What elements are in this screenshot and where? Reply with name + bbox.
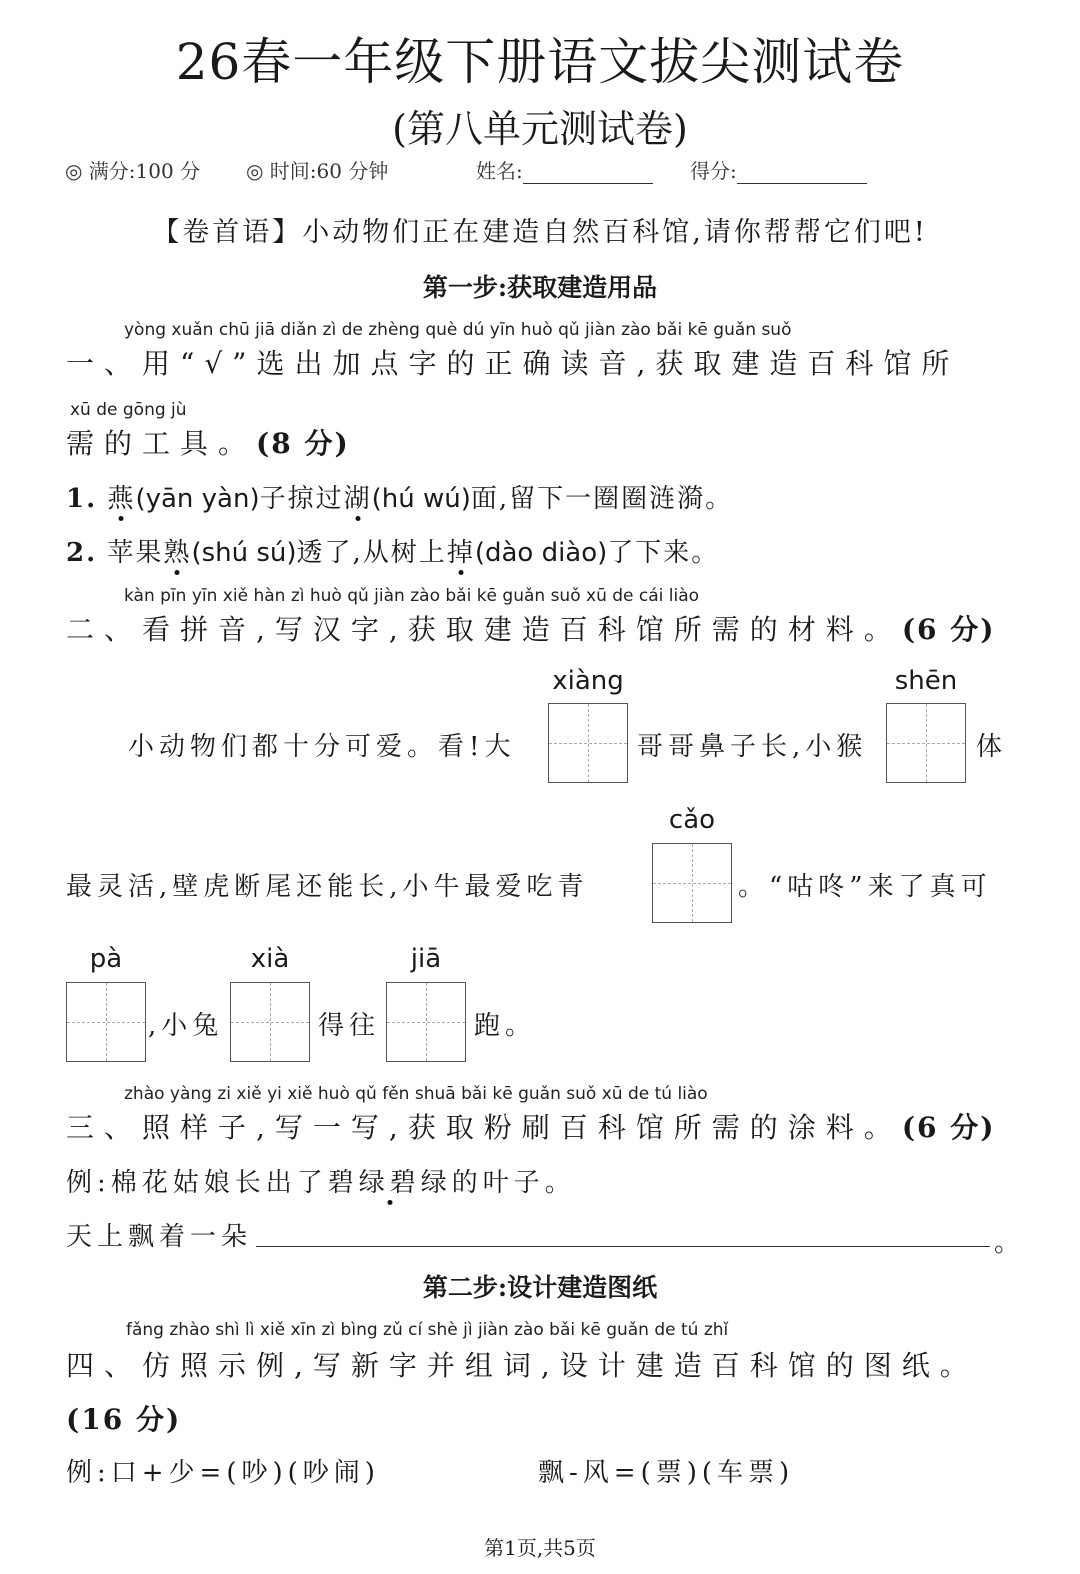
step2-heading: 第二步:设计建造图纸	[422, 1273, 658, 1302]
box3-pinyin: cǎo	[668, 805, 716, 835]
q1-item2-options2[interactable]: (dào diào)	[474, 538, 608, 568]
q2-line1-text-b: 哥哥鼻子长,小猴	[637, 732, 868, 762]
q2-line1-text-c: 体	[976, 732, 1008, 762]
box1-pinyin: xiàng	[552, 666, 624, 696]
q2-line2-text-a: 最灵活,壁虎断尾还能长,小牛最爱吃青	[66, 872, 589, 902]
box5-pinyin: xià	[250, 944, 290, 974]
q1-item1-num: 1.	[66, 484, 98, 514]
exam-title: 26春一年级下册语文拔尖测试卷	[175, 33, 905, 91]
box4-pinyin: pà	[89, 944, 123, 974]
q2-line2-text-b: 。“咕咚”来了真可	[738, 872, 992, 902]
q1-item1-dotted-char: 燕	[107, 484, 136, 514]
box6-pinyin: jiā	[410, 944, 442, 974]
q3-pinyin-line: zhào yàng zi xiě yi xiě huò qǔ fěn shuā bǎi kē guǎn suǒ xū de tú liào	[124, 1084, 708, 1104]
name-blank[interactable]	[523, 165, 653, 184]
q2-line3-text-a: ,小兔	[148, 1011, 224, 1041]
q3-prompt: 天上飘着一朵	[66, 1222, 253, 1252]
q1-score: (8 分)	[256, 427, 350, 460]
q1-item2-text: 苹果	[107, 538, 164, 568]
q1-item1-text2: 面,留下一圈圈涟漪。	[470, 484, 734, 514]
q4-score-line	[66, 1398, 181, 1438]
time-limit: ◎ 时间:60 分钟	[246, 159, 389, 183]
q1-item2-text3: 了下来。	[607, 538, 720, 568]
step1-heading: 第一步:获取建造用品	[422, 273, 658, 302]
q1-item2-options[interactable]: (shú sú)	[191, 538, 297, 568]
q1-pinyin-line1: yòng xuǎn chū jiā diǎn zì de zhèng què dú yīn huò qǔ jiàn zào bǎi kē guǎn suǒ	[124, 320, 792, 340]
q1-item-2	[66, 532, 719, 569]
q2-question-line	[66, 608, 996, 648]
q3-score: (6 分)	[901, 1111, 996, 1144]
q4-question-line: 四、仿照示例,写新字并组词,设计建造百科馆的图纸。	[66, 1349, 978, 1382]
answer-box-xiang[interactable]	[548, 703, 628, 783]
q1-item2-dotted-char: 熟	[163, 538, 192, 568]
score-blank[interactable]	[737, 165, 867, 184]
q1-item1-dotted-char2: 湖	[343, 484, 372, 514]
box2-pinyin: shēn	[894, 666, 958, 696]
q3-answer-line[interactable]	[256, 1246, 990, 1247]
name-field	[476, 155, 653, 184]
q4-example-2: 飘-风=(票)(车票)	[538, 1458, 795, 1488]
q1-item2-dotted-char2: 掉	[446, 538, 475, 568]
answer-box-shen[interactable]	[886, 703, 966, 783]
q1-question-text: 需的工具。	[66, 427, 257, 460]
q3-example-c: 的叶子。	[451, 1168, 576, 1198]
q2-line3-text-b: 得往	[318, 1011, 381, 1041]
page-footer: 第1页,共5页	[484, 1536, 596, 1560]
q2-line3-text-c: 跑。	[474, 1011, 537, 1041]
q1-item1-options[interactable]: (yān yàn)	[135, 484, 260, 514]
q1-item-1	[66, 478, 733, 515]
q1-question-line1: 一、用“√”选出加点字的正确读音,获取建造百科馆所	[66, 347, 960, 380]
q3-end-mark: 。	[994, 1228, 1026, 1258]
intro-text: 【卷首语】小动物们正在建造自然百科馆,请你帮帮它们吧!	[152, 217, 928, 248]
q1-item1-options2[interactable]: (hú wú)	[371, 484, 471, 514]
q4-pinyin-line: fǎng zhào shì lì xiě xīn zì bìng zǔ cí shè jì jiàn zào bǎi kē guǎn de tú zhǐ	[126, 1320, 729, 1340]
score-label: 得分:	[690, 159, 737, 183]
q3-question-line	[66, 1106, 996, 1146]
answer-box-cao[interactable]	[652, 843, 732, 923]
q2-score: (6 分)	[901, 613, 996, 646]
name-label: 姓名:	[476, 159, 523, 183]
q2-question-text: 二、看拼音,写汉字,获取建造百科馆所需的材料。	[66, 613, 902, 646]
q1-pinyin-line2: xū de gōng jù	[70, 400, 187, 420]
q3-example-a: 例:棉花姑娘长出了	[66, 1168, 328, 1198]
score-field	[690, 155, 867, 184]
answer-box-pa[interactable]	[66, 982, 146, 1062]
answer-box-xia[interactable]	[230, 982, 310, 1062]
q1-question-line2	[66, 422, 350, 462]
q1-item2-text2: 透了,从树上	[296, 538, 447, 568]
answer-box-jia[interactable]	[386, 982, 466, 1062]
q2-line1-text-a: 小动物们都十分可爱。看!大	[128, 732, 516, 762]
q4-score: (16 分)	[66, 1403, 182, 1436]
q1-item1-text: 子掠过	[259, 484, 344, 514]
q3-example	[66, 1162, 576, 1199]
q2-pinyin-line: kàn pīn yīn xiě hàn zì huò qǔ jiàn zào bǎi kē guǎn suǒ xū de cái liào	[124, 586, 700, 606]
q4-example-1: 例:口+少=(吵)(吵闹)	[66, 1458, 380, 1488]
q3-question-text: 三、照样子,写一写,获取粉刷百科馆所需的涂料。	[66, 1111, 902, 1144]
q1-item2-num: 2.	[66, 538, 98, 568]
full-score: ◎ 满分:100 分	[65, 159, 201, 183]
q3-example-dotted: 碧绿碧绿	[327, 1168, 452, 1198]
exam-subtitle: (第八单元测试卷)	[392, 107, 688, 151]
